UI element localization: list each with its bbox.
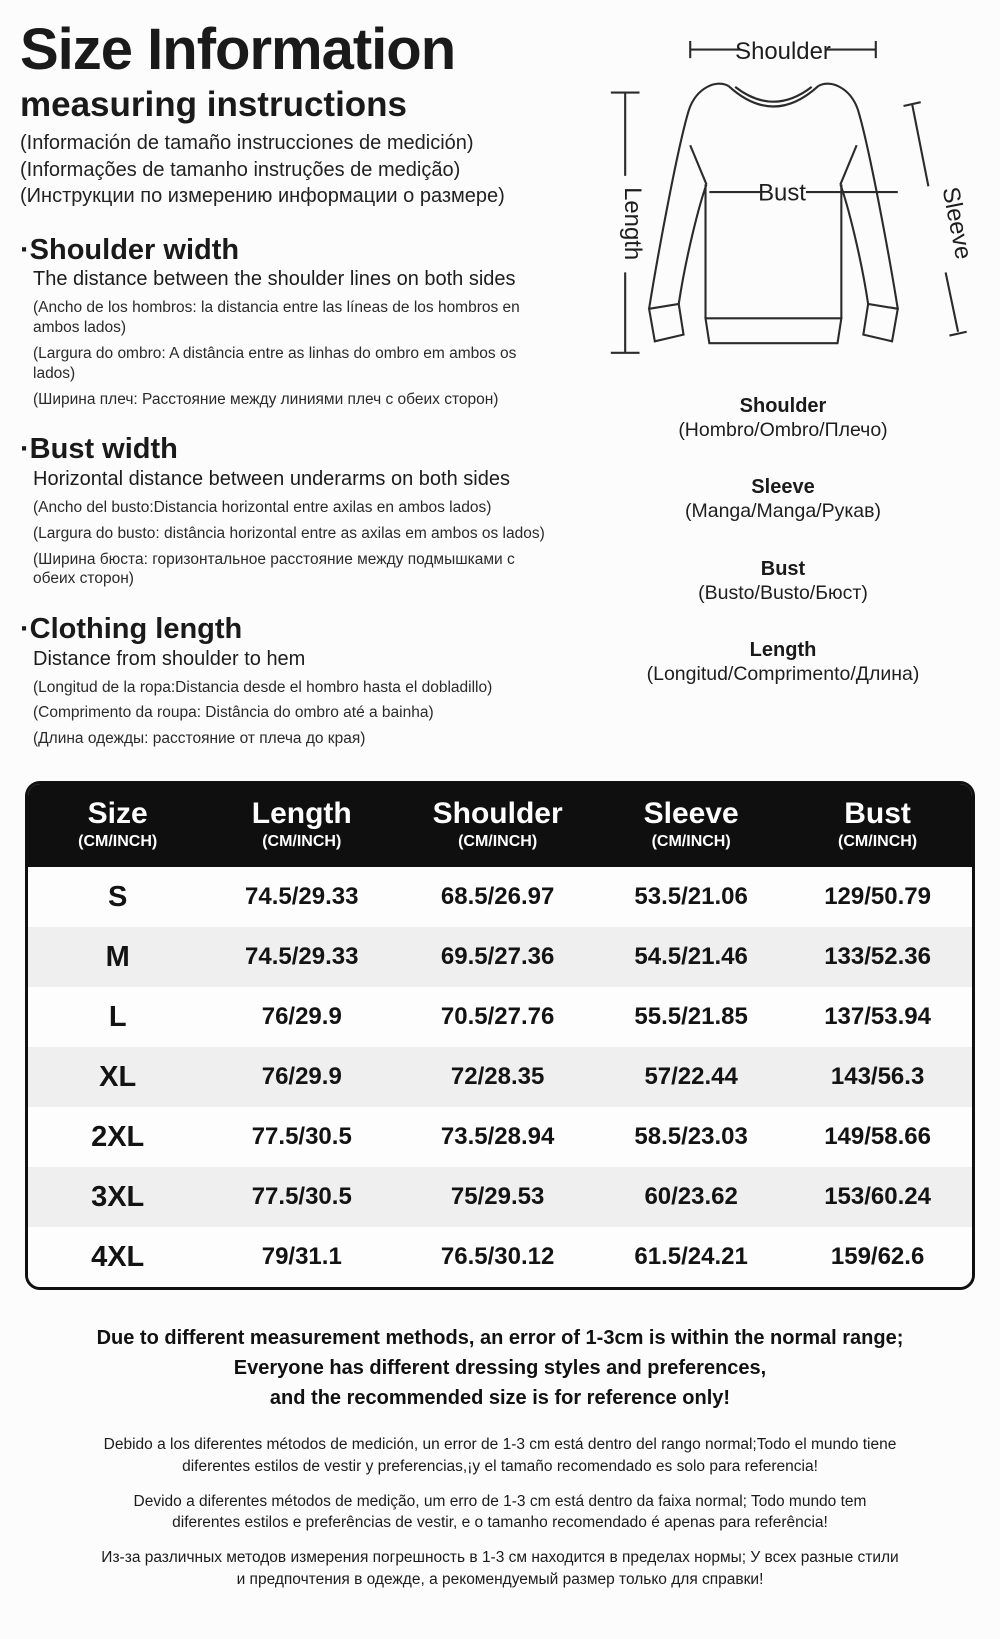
diagram-column (582, 16, 984, 755)
disclaimer-line: Из-за различных методов измерения погрешность в 1-3 см находится в пределах нормы; У всех разные стили (101, 1548, 899, 1566)
column-unit: (CM/INCH) (651, 833, 731, 851)
instructions-column (20, 16, 582, 755)
sweater-armpit-seam-left (690, 145, 706, 184)
cell-bust: 133/52.36 (824, 943, 931, 971)
section-translation-pt: (Largura do ombro: A distância entre as linhas do ombro em ambos os lados) (33, 344, 517, 382)
column-header-sleeve (599, 799, 783, 850)
sweater-outline (818, 84, 857, 109)
cell-size: 4XL (91, 1240, 145, 1273)
section-heading: ·Clothing length (20, 613, 243, 646)
section-translation-ru: (Ширина бюста: горизонтальное расстояние между подмышками с обеих сторон) (33, 550, 515, 588)
cell-bust: 149/58.66 (824, 1123, 931, 1151)
disclaimer-line: Debido a los diferentes métodos de medición, un error de 1-3 cm está dentro del rango normal;Todo el mundo tiene (103, 1436, 897, 1454)
sweater-sleeve-left-inner (679, 184, 707, 304)
cell-bust: 129/50.79 (824, 883, 931, 911)
cell-size: M (105, 940, 130, 973)
diagram-length-label: Length (619, 187, 647, 261)
measure-translation: (Longitud/Comprimento/Длина) (646, 663, 920, 686)
table-row-2xl (28, 1107, 972, 1167)
column-unit: (CM/INCH) (78, 833, 158, 851)
section-translation-pt: (Largura do busto: distância horizontal entre as axilas em ambos os lados) (33, 524, 545, 542)
title-translations (20, 130, 582, 210)
measure-line (912, 104, 928, 186)
size-table-header (28, 784, 972, 867)
disclaimer-line: diferentes estilos e preferências de vestir, e o tamanho recomendado é apenas para referência! (172, 1514, 828, 1532)
column-header-length (207, 799, 396, 850)
section-translation-ru: (Ширина плеч: Расстояние между линиями плеч с обеих сторон) (33, 390, 499, 408)
column-header-size (28, 799, 207, 850)
column-label: Bust (844, 797, 911, 831)
cell-bust: 153/60.24 (824, 1183, 931, 1211)
measure-name: Shoulder (739, 395, 827, 417)
section-heading: ·Shoulder width (20, 233, 240, 266)
measure-name: Length (749, 639, 817, 662)
disclaimer-russian (0, 1547, 1000, 1590)
cell-length: 76/29.9 (261, 1003, 342, 1031)
section-translation-pt: (Comprimento da roupa: Distância do ombro até a bainha) (33, 704, 434, 722)
disclaimer-line: Devido a diferentes métodos de medição, um erro de 1-3 cm está dentro da faixa normal; Todo mundo tem (133, 1492, 867, 1510)
measure-translation: (Manga/Manga/Рукав) (685, 500, 881, 523)
section-bust-width (20, 434, 582, 589)
disclaimer-line: Due to different measurement methods, an error of 1-3cm is within the normal range; (96, 1327, 904, 1350)
column-label: Shoulder (432, 797, 563, 831)
cell-bust: 143/56.3 (830, 1063, 925, 1091)
diagram-sleeve-label: Sleeve (936, 184, 978, 262)
sweater-cuff-right (863, 304, 897, 341)
sweater-measurement-diagram (582, 18, 984, 370)
cell-size: L (108, 1000, 127, 1033)
sweater-sleeve-right-inner (840, 184, 868, 304)
disclaimer-portuguese (0, 1491, 1000, 1534)
cell-sleeve: 60/23.62 (644, 1183, 738, 1211)
section-translation-es: (Ancho del busto:Distancia horizontal entre axilas en ambos lados) (33, 498, 492, 516)
cell-shoulder: 73.5/28.94 (440, 1123, 555, 1151)
cell-length: 79/31.1 (261, 1243, 342, 1271)
measure-label-length (647, 638, 920, 686)
cell-length: 77.5/30.5 (251, 1123, 352, 1151)
section-description: The distance between the shoulder lines on both sides (33, 268, 516, 291)
column-header-shoulder (396, 799, 599, 850)
measure-label-sleeve (647, 475, 920, 523)
cell-length: 74.5/29.33 (245, 943, 359, 971)
title-translation-pt: (Informações de tamanho instruções de medição) (20, 158, 461, 181)
cell-sleeve: 58.5/23.03 (634, 1123, 748, 1151)
column-unit: (CM/INCH) (458, 833, 538, 851)
measure-name: Bust (760, 557, 806, 580)
table-row-l (28, 987, 972, 1047)
table-row-m (28, 927, 972, 987)
column-unit: (CM/INCH) (262, 833, 342, 851)
cell-sleeve: 55.5/21.85 (634, 1003, 748, 1031)
sweater-armpit-seam-right (840, 145, 856, 184)
measure-translation: (Busto/Busto/Бюст) (698, 581, 868, 604)
title-translation-es: (Información de tamaño instrucciones de medición) (20, 132, 474, 155)
diagram-bust-label: Bust (758, 179, 806, 207)
sweater-outline (689, 84, 728, 109)
table-row-s (28, 867, 972, 927)
table-row-4xl (28, 1227, 972, 1287)
measure-label-list (647, 394, 920, 720)
cell-length: 77.5/30.5 (251, 1183, 352, 1211)
tick (949, 332, 966, 336)
measure-label-bust (647, 557, 920, 605)
column-label: Size (87, 797, 148, 831)
section-translation-ru: (Длина одежды: расстояние от плеча до края) (33, 730, 366, 748)
table-row-3xl (28, 1167, 972, 1227)
page-title: Size Information (20, 17, 456, 82)
cell-shoulder: 72/28.35 (450, 1063, 545, 1091)
cell-size: 2XL (91, 1120, 145, 1153)
table-row-xl (28, 1047, 972, 1107)
cell-sleeve: 53.5/21.06 (634, 883, 748, 911)
cell-sleeve: 54.5/21.46 (634, 943, 748, 971)
top-area (0, 0, 1000, 755)
measure-name: Sleeve (751, 476, 815, 499)
page-subtitle: measuring instructions (20, 85, 408, 125)
size-table (25, 781, 975, 1290)
cell-shoulder: 70.5/27.76 (440, 1003, 555, 1031)
section-description: Distance from shoulder to hem (33, 647, 306, 670)
disclaimer-spanish (0, 1434, 1000, 1477)
cell-bust: 137/53.94 (824, 1003, 931, 1031)
cell-shoulder: 75/29.53 (450, 1183, 545, 1211)
column-label: Length (251, 797, 352, 831)
measure-translation: (Hombro/Ombro/Плечо) (678, 419, 888, 441)
cell-size: XL (99, 1060, 137, 1093)
column-unit: (CM/INCH) (838, 833, 918, 851)
section-heading: ·Bust width (20, 433, 178, 466)
disclaimer-line: diferentes estilos de vestir y preferencias,¡y el tamaño recomendado es solo para referencia! (182, 1457, 818, 1475)
sweater-hem (706, 318, 842, 343)
disclaimer-english (0, 1323, 1000, 1413)
disclaimer-line: и предпочтения в одежде, а рекомендуемый размер только для справки! (236, 1570, 764, 1588)
disclaimer-line: Everyone has different dressing styles and preferences, (233, 1357, 767, 1380)
title-translation-ru: (Инструкции по измерению информации о размере) (20, 185, 505, 208)
cell-shoulder: 76.5/30.12 (440, 1243, 555, 1271)
disclaimer-line: and the recommended size is for reference only! (269, 1387, 731, 1410)
section-translation-es: (Longitud de la ropa:Distancia desde el hombro hasta el dobladillo) (33, 678, 493, 696)
measure-label-shoulder (647, 394, 920, 442)
sweater-cuff-left (649, 304, 683, 341)
diagram-shoulder-label: Shoulder (735, 38, 831, 66)
measure-line (946, 272, 958, 331)
section-description: Horizontal distance between underarms on both sides (33, 467, 510, 490)
section-translation-es: (Ancho de los hombros: la distancia entre las líneas de los hombros en ambos lados) (33, 299, 520, 337)
sweater-collar (728, 86, 818, 107)
cell-sleeve: 61.5/24.21 (634, 1243, 748, 1271)
cell-shoulder: 69.5/27.36 (440, 943, 555, 971)
cell-length: 76/29.9 (261, 1063, 342, 1091)
cell-bust: 159/62.6 (830, 1243, 925, 1271)
column-header-bust (783, 799, 972, 850)
section-clothing-length (20, 614, 582, 749)
column-label: Sleeve (643, 797, 739, 831)
cell-sleeve: 57/22.44 (644, 1063, 738, 1091)
section-shoulder-width (20, 235, 582, 410)
cell-length: 74.5/29.33 (245, 883, 359, 911)
cell-shoulder: 68.5/26.97 (440, 883, 555, 911)
cell-size: S (108, 880, 128, 913)
cell-size: 3XL (91, 1180, 145, 1213)
